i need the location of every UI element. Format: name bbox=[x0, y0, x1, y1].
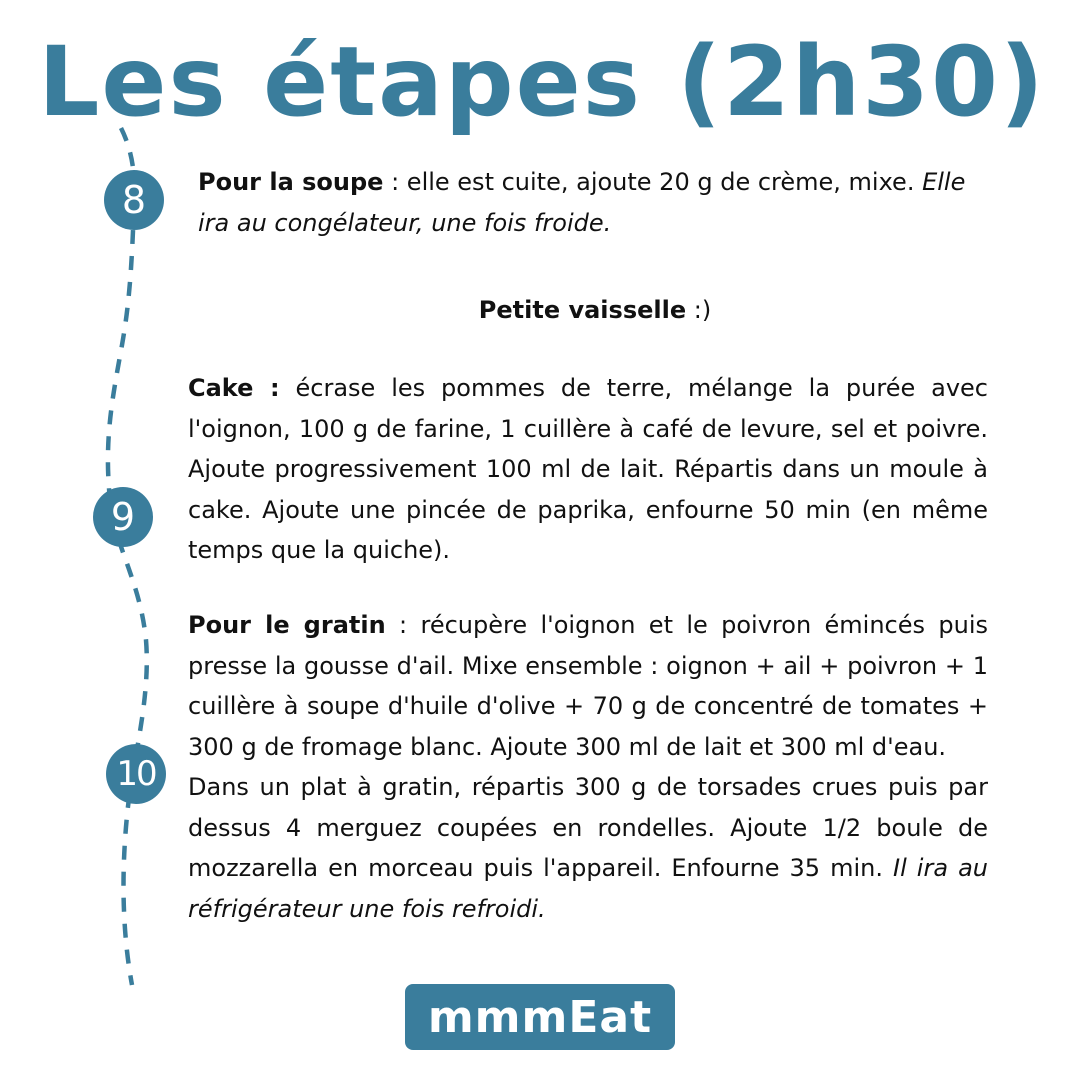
petite-vaisselle-smiley: :) bbox=[686, 296, 712, 324]
step-8-heading: Pour la soupe bbox=[198, 168, 384, 196]
step-10-heading: Pour le gratin bbox=[188, 611, 386, 639]
step-10-body: : récupère l'oignon et le poivron émincés puis presse la gousse d'ail. Mixe ensemble : oignon + ail + poivron + 1 cuillère à soupe d'huile d'olive + 70 g de concentré de tomates + 300 g de fromage blanc. Ajoute 300 ml de lait et 300 ml d'eau. bbox=[188, 611, 988, 761]
step-8-body: : elle est cuite, ajoute 20 g de crème, mixe. bbox=[383, 168, 923, 196]
step-8-note: Elle ira au congélateur, une fois froide. bbox=[198, 168, 966, 237]
step-number-10: 10 bbox=[106, 744, 166, 804]
petite-vaisselle-heading: Petite vaisselle bbox=[478, 296, 687, 324]
mmmeat-logo: mmmEat bbox=[405, 984, 675, 1050]
step-10-body-2: Dans un plat à gratin, répartis 300 g de torsades crues puis par dessus 4 merguez coupées en rondelles. Ajoute 1/2 boule de mozzarella en morceau puis l'appareil. Enfourne 35 min. bbox=[188, 773, 988, 882]
step-9-heading: Cake : bbox=[188, 374, 280, 402]
step-10-text bbox=[188, 605, 988, 929]
step-10-note: Il ira au réfrigérateur une fois refroidi. bbox=[188, 854, 988, 923]
step-8-text bbox=[198, 162, 998, 243]
petite-vaisselle-line bbox=[0, 290, 1080, 331]
step-number-9: 9 bbox=[93, 487, 153, 547]
step-number-8: 8 bbox=[104, 170, 164, 230]
page-title: Les étapes (2h30) bbox=[38, 26, 1046, 138]
step-9-text bbox=[188, 368, 988, 571]
step-9-body: écrase les pommes de terre, mélange la purée avec l'oignon, 100 g de farine, 1 cuillère à café de levure, sel et poivre. Ajoute progressivement 100 ml de lait. Répartis dans un moule à cake. Ajoute une pincée de paprika, enfourne 50 min (en même temps que la quiche). bbox=[188, 374, 988, 564]
